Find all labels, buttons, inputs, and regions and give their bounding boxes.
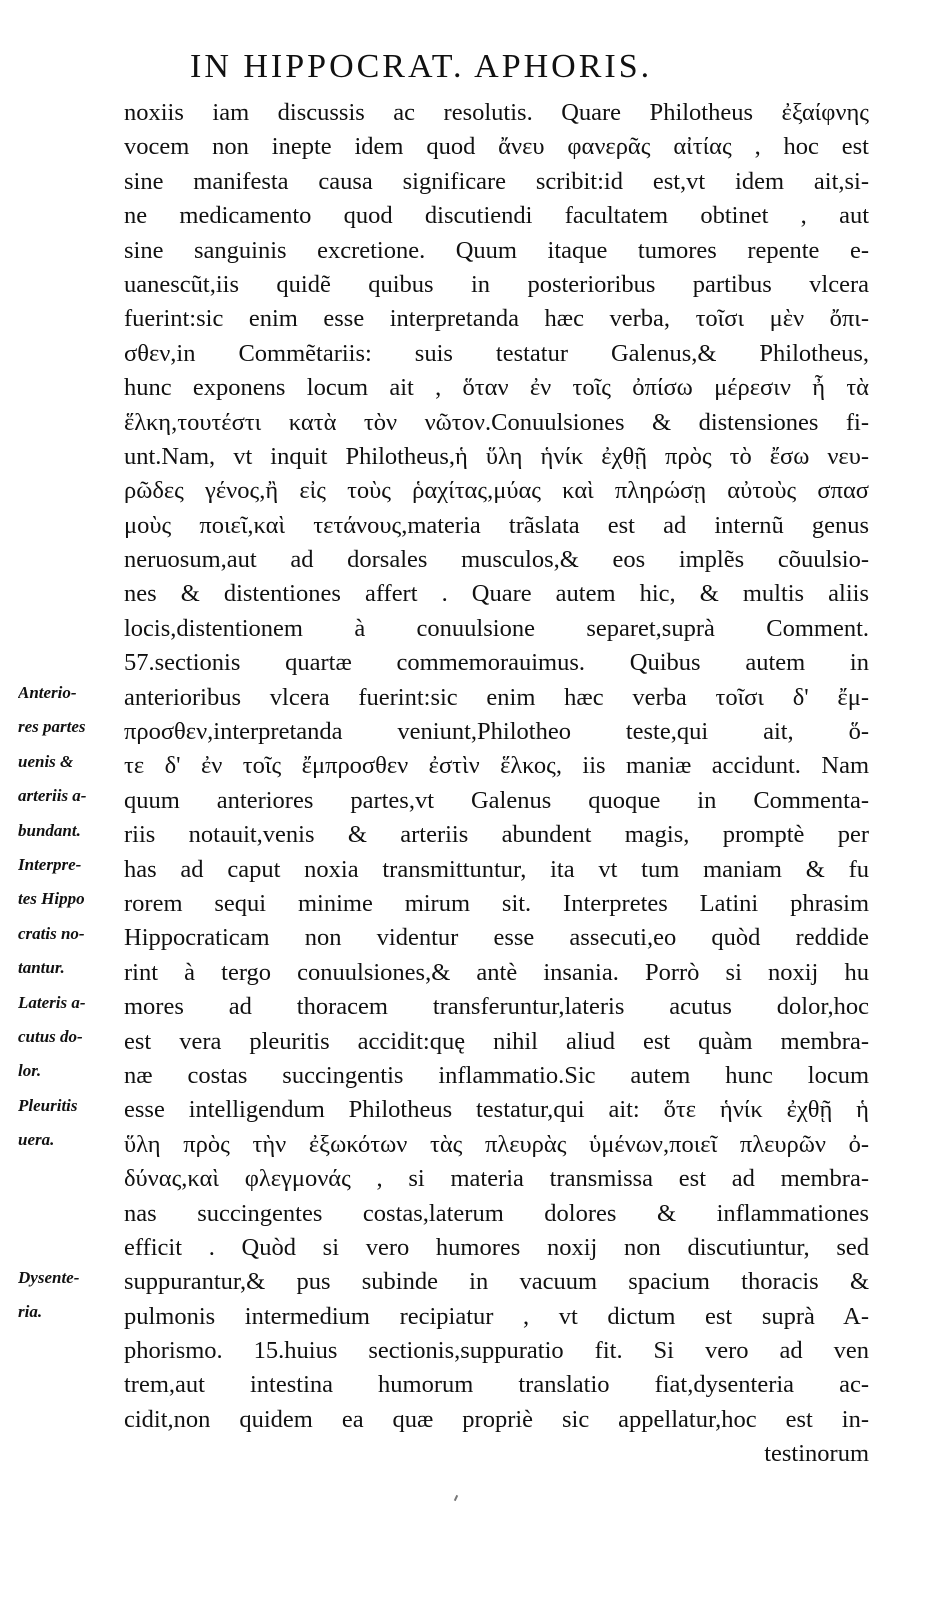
margin-note-line: ria. (18, 1302, 43, 1322)
body-text (124, 96, 869, 1472)
margin-note-line: uenis & (18, 751, 74, 771)
text-line: δύνας,καὶ φλεγμονάς , si materia transmissa est ad membra- (124, 1165, 869, 1193)
margin-note-line: Interpre- (18, 854, 82, 874)
margin-note-line: tantur. (18, 958, 65, 978)
text-line: 57.sectionis quartæ commemorauimus. Quibus autem in (124, 649, 869, 677)
margin-note-line: tes Hippo (18, 889, 85, 909)
margin-note-line (18, 1226, 138, 1260)
text-line: suppurantur,& pus subinde in vacuum spacium thoracis & (124, 1268, 869, 1296)
text-line: ne medicamento quod discutiendi facultatem obtinet , aut (124, 202, 869, 230)
text-line: riis notauit,venis & arteriis abundent magis, promptè per (124, 821, 869, 849)
text-line: nes & distentiones affert . Quare autem hic, & multis aliis (124, 580, 869, 608)
text-line: mores ad thoracem transferuntur,lateris acutus dolor,hoc (124, 993, 869, 1021)
text-line: sine sanguinis excretione. Quum itaque tumores repente e- (124, 236, 869, 264)
text-line: efficit . Quòd si vero humores noxij non discutiuntur, sed (124, 1233, 869, 1261)
margin-note-line: cratis no- (18, 923, 85, 943)
text-line: hunc exponens locum ait , ὅταν ἐν τοῖς ὀπίσω μέρεσιν ἦ τὰ (124, 374, 869, 402)
running-head: IN HIPPOCRAT. APHORIS. (190, 48, 653, 85)
margin-note-line: uera. (18, 1130, 55, 1150)
text-line: nas succingentes costas,laterum dolores & inflammationes (124, 1199, 869, 1227)
ink-speck (454, 1495, 458, 1501)
margin-note-line: arteriis a- (18, 786, 87, 806)
text-line: pulmonis intermedium recipiatur , vt dictum est suprà A- (124, 1302, 869, 1330)
text-line: σθεν,in Commẽtariis: suis testatur Galenus,& Philotheus, (124, 339, 869, 367)
margin-note-line: cutus do- (18, 1026, 83, 1046)
text-line: locis,distentionem à conuulsione separet,suprà Comment. (124, 614, 869, 642)
text-line: cidit,non quidem ea quæ propriè sic appellatur,hoc est in- (124, 1405, 869, 1433)
margin-note-line: res partes (18, 717, 86, 737)
text-line: noxiis iam discussis ac resolutis. Quare Philotheus ἐξαίφνης (124, 99, 869, 126)
text-line: Hippocraticam non videntur esse assecuti,eo quòd reddide (124, 924, 869, 952)
text-line: ρῶδες γένος,ἢ εἰς τοὺς ῥαχίτας,μύας καὶ πληρώσῃ αὐτοὺς σπασ (124, 477, 869, 505)
margin-note-line (18, 1192, 138, 1226)
margin-note-line: Anterio- (18, 683, 77, 702)
text-line: testinorum (764, 1440, 869, 1468)
margin-note-line: Dysente- (18, 1267, 80, 1287)
text-line: phorismo. 15.huius sectionis,suppuratio fit. Si vero ad ven (124, 1337, 869, 1365)
text-line: vocem non inepte idem quod ἄνευ φανερᾶς αἰτίας , hoc est (124, 133, 869, 161)
text-line: trem,aut intestina humorum translatio fiat,dysenteria ac- (124, 1371, 869, 1399)
text-line: unt.Nam, vt inquit Philotheus,ἡ ὕλη ἡνίκ ἐχθῇ πρὸς τὸ ἔσω νευ- (124, 442, 869, 470)
text-line: næ costas succingentis inflammatio.Sic autem hunc locum (124, 1061, 869, 1089)
text-line: ἕλκη,τουτέστι κατὰ τὸν νῶτον.Conuulsiones & distensiones fi- (124, 408, 869, 436)
text-line: neruosum,aut ad dorsales musculos,& eos implẽs cõuulsio- (124, 546, 869, 574)
text-line: sine manifesta causa significare scribit:id est,vt idem ait,si- (124, 167, 869, 195)
text-line: fuerint:sic enim esse interpretanda hæc verba, τοῖσι μὲν ὄπι- (124, 305, 869, 333)
margin-note-line: Pleuritis (18, 1095, 78, 1115)
margin-note-line (18, 1157, 138, 1191)
text-line: προσθεν,interpretanda veniunt,Philotheo teste,qui ait, ὅ- (124, 718, 869, 746)
text-line: τε δ' ἐν τοῖς ἔμπροσθεν ἐστὶν ἕλκος, iis maniæ accidunt. Nam (124, 752, 869, 780)
text-line: rint à tergo conuulsiones,& antè insania. Porrò si noxij hu (124, 958, 869, 986)
text-line: rorem sequi minime mirum sit. Interpretes Latini phrasim (124, 889, 869, 917)
text-line: quum anteriores partes,vt Galenus quoque in Commenta- (124, 786, 869, 814)
text-line: ὕλη πρὸς τὴν ἐξωκότων τὰς πλευρὰς ὑμένων,ποιεῖ πλευρῶν ὀ- (124, 1130, 869, 1158)
text-line: uanescũt,iis quidẽ quibus in posterioribus partibus vlcera (124, 270, 869, 298)
text-line: est vera pleuritis accidit:quę nihil aliud est quàm membra- (124, 1027, 869, 1055)
margin-note-line: lor. (18, 1061, 42, 1081)
text-line: esse intelligendum Philotheus testatur,qui ait: ὅτε ἡνίκ ἐχθῇ ἡ (124, 1096, 869, 1124)
margin-notes (18, 676, 138, 1329)
margin-note-line: Lateris a- (18, 992, 86, 1012)
text-line: has ad caput noxia transmittuntur, ita vt tum maniam & fu (124, 855, 869, 883)
margin-note-line: bundant. (18, 820, 81, 840)
text-line: μοὺς ποιεῖ,καὶ τετάνους,materia trãslata est ad internũ genus (124, 511, 869, 539)
text-line: anterioribus vlcera fuerint:sic enim hæc verba τοῖσι δ' ἔμ- (124, 683, 869, 711)
